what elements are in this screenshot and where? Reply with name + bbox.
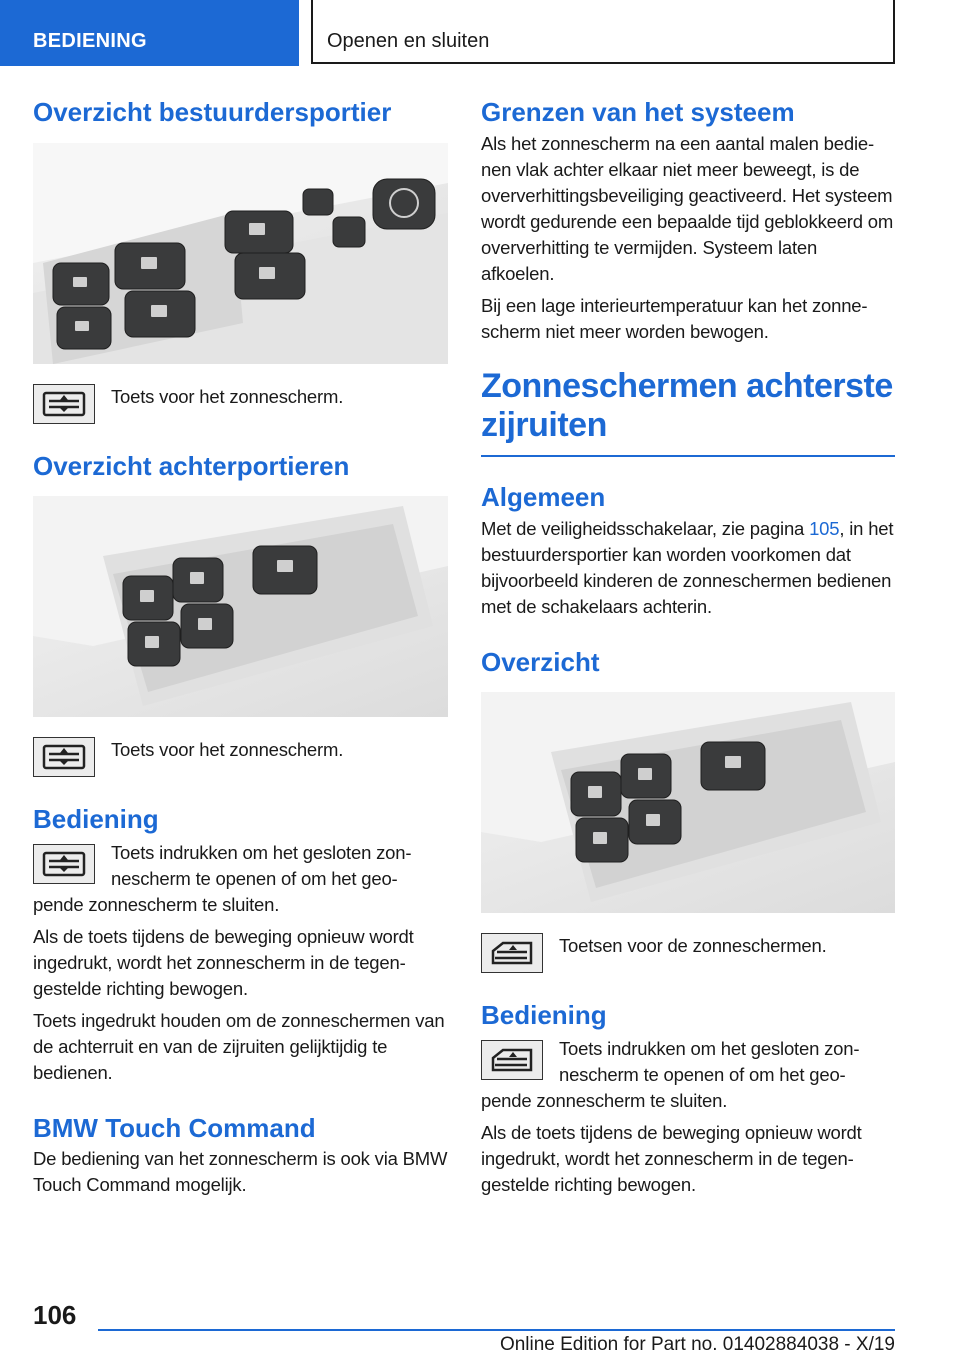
operation-paragraph-3: Toets ingedrukt houden om de zonneschermen van de achterruit en van de zijruiten gelijktijdig te bedienen. [33,1009,445,1083]
heading-system-limits: Grenzen van het systeem [481,97,795,127]
heading-rear-doors: Overzicht achterportieren [33,450,350,481]
limits-paragraph-2: Bij een lage interieurtemperatuur kan het zonnescherm niet meer worden bewogen. [481,294,868,342]
sunblind-rear-window-icon [33,844,95,884]
heading-driver-door: Overzicht bestuurdersportier [33,97,392,127]
heading-overview: Overzicht [481,646,600,677]
heading-operation: Bediening [33,804,159,834]
operation-line-2: nescherm te openen of om het geo- [111,867,398,889]
general-text-post: , in het bestuurdersportier kan worden voorkomen dat bijvoorbeeld kinderen de zonneschermen bedienen met de schakelaars achterin. [481,517,894,617]
touch-command-paragraph: De bediening van het zonnescherm is ook via BMW Touch Command mogelijk. [33,1148,448,1195]
footer-rule [98,1329,895,1331]
operation-instruction-rear [481,1036,895,1088]
rear-door-switch-photo [33,496,448,717]
heading-rule [481,455,895,457]
operation-line-3: pende zonnescherm te sluiten. [481,1089,728,1111]
page-footer [0,1290,960,1362]
right-column [481,96,895,1198]
driver-door-switch-illustration [33,143,448,364]
heading-general: Algemeen [481,482,606,513]
operation-instruction [33,840,448,892]
operation-line-3: pende zonnescherm te sluiten. [33,893,280,915]
sunblind-rear-window-icon [33,384,95,424]
caption-text: Toetsen voor de zonneschermen. [559,935,827,957]
general-paragraph [481,516,895,620]
sunblind-side-window-icon [481,1040,543,1080]
driver-door-switch-photo [33,143,448,364]
operation-paragraph-2: Als de toets tijdens de beweging opnieuw wordt ingedrukt, wordt het zonnescherm in de tegengestelde richting bewogen. [481,1121,862,1195]
operation-line-2: nescherm te openen of om het geo- [559,1063,846,1085]
general-text-pre: Met de veiligheidsschakelaar, zie pagina [481,517,810,539]
caption-rear [33,737,448,777]
heading-touch-command: BMW Touch Command [33,1112,316,1143]
rear-switch-overview-illustration [481,692,895,913]
rear-door-switch-illustration [33,496,448,717]
caption-driver [33,384,448,424]
limits-paragraph-1: Als het zonnescherm na een aantal malen bedienen vlak achter elkaar niet meer beweegt, is de oververhittingsbeveiliging geactiveerd. Het systeem wordt gedurende een bepaalde tijd geblokkeerd om oververhitting te vermijden. Systeem laten afkoelen. [481,132,894,284]
caption-text: Toets voor het zonnescherm. [111,385,344,407]
sunblind-rear-window-icon [33,737,95,777]
caption-overview [481,933,895,973]
operation-line-1: Toets indrukken om het gesloten zon- [559,1037,860,1059]
chapter-title: Openen en sluiten [311,0,895,64]
page-number: 106 [33,1300,77,1330]
sunblind-side-window-icon [481,933,543,973]
heading-rear-side-sunblinds: Zonneschermen achterste zijruiten [481,366,893,444]
operation-paragraph-2: Als de toets tijdens de beweging opnieuw wordt ingedrukt, wordt het zonnescherm in de tegengestelde richting bewogen. [33,925,414,999]
page-header [0,0,960,66]
operation-line-1: Toets indrukken om het gesloten zon- [111,841,412,863]
edition-note: Online Edition for Part no. 01402884038 - X/19 [499,1334,895,1355]
left-column [33,96,448,1198]
page-reference-link[interactable]: 105 [809,517,840,539]
heading-operation-rear: Bediening [481,1000,607,1031]
caption-text: Toets voor het zonnescherm. [111,739,344,760]
section-tab: BEDIENING [0,0,299,66]
rear-switch-overview-photo [481,692,895,913]
